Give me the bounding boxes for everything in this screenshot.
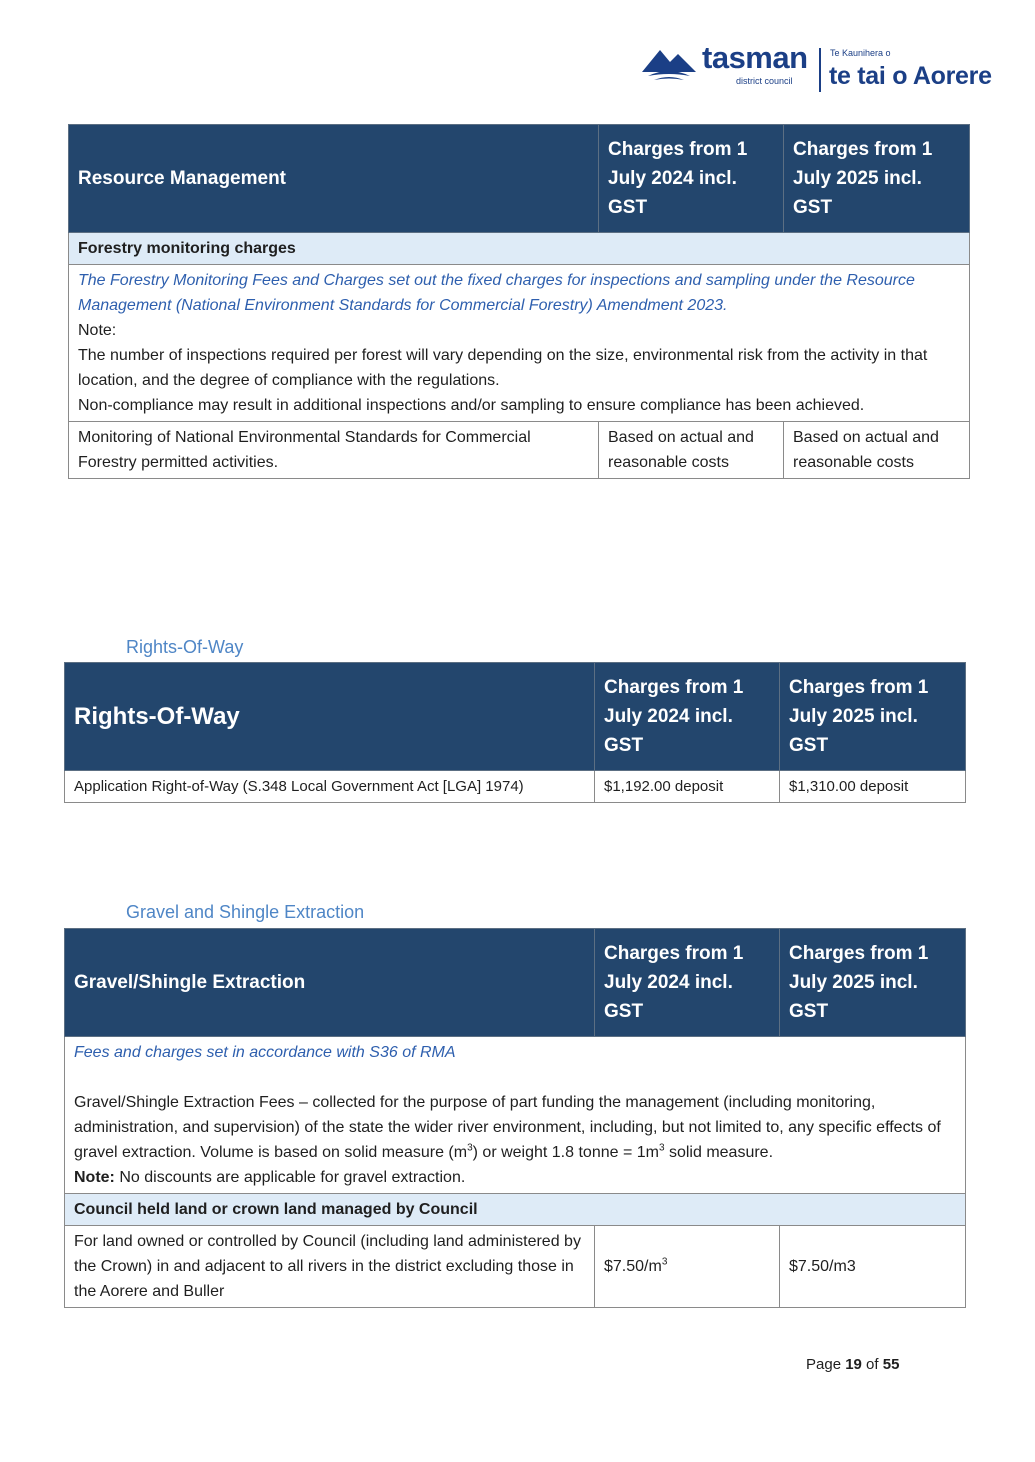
logo-brand: tasman — [702, 40, 808, 75]
row-charge-2025: $1,310.00 deposit — [780, 771, 966, 803]
logo-maori-small: Te Kaunihera o — [830, 48, 891, 58]
council-logo — [640, 40, 1005, 98]
row-item: For land owned or controlled by Council (including land administered by the Crown) in and adjacent to all rivers in the district excluding those in the Aorere and Buller — [65, 1226, 595, 1308]
section-heading-rights-of-way: Rights-Of-Way — [126, 637, 244, 657]
header-charges-2024: Charges from 1 July 2024 incl. GST — [595, 929, 780, 1037]
note-label: Note: — [78, 322, 117, 339]
body-text-mid: ) or weight 1.8 tonne = 1m — [472, 1144, 659, 1161]
note-paragraph-1: The number of inspections required per forest will vary depending on the size, environmental risk from the activity in that location, and the degree of compliance with the regulations. — [78, 347, 928, 389]
gravel-note — [74, 1165, 956, 1190]
page-current: 19 — [845, 1356, 862, 1373]
header-charges-2024: Charges from 1 July 2024 incl. GST — [599, 125, 784, 233]
charge-2024-text: $7.50/m — [604, 1258, 662, 1275]
row-item: Monitoring of National Environmental Standards for Commercial Forestry permitted activities. — [69, 422, 599, 479]
table-row — [65, 1226, 966, 1308]
gravel-description: Fees and charges set in accordance with S36 of RMA — [74, 1044, 456, 1061]
note-label: Note: — [74, 1169, 115, 1186]
body-text-post: solid measure. — [664, 1144, 774, 1161]
table-header-row — [65, 929, 966, 1037]
gravel-extraction-table — [64, 928, 966, 1308]
description-row — [69, 265, 970, 422]
header-title: Rights-Of-Way — [65, 663, 595, 771]
table-row — [69, 422, 970, 479]
header-title: Gravel/Shingle Extraction — [65, 929, 595, 1037]
header-charges-2025: Charges from 1 July 2025 incl. GST — [780, 663, 966, 771]
spacer — [74, 1065, 956, 1090]
subheader-forestry: Forestry monitoring charges — [69, 233, 970, 265]
page-middle: of — [861, 1356, 883, 1373]
forestry-description: The Forestry Monitoring Fees and Charges set out the fixed charges for inspections and sampling under the Resource Management (National Environment Standards for Commercial Forestry) Amendment 2023. — [78, 272, 915, 314]
row-item: Application Right-of-Way (S.348 Local Government Act [LGA] 1974) — [65, 771, 595, 803]
table-header-row — [65, 663, 966, 771]
logo-maori-name: te tai o Aorere — [829, 62, 992, 90]
subheader-row — [65, 1194, 966, 1226]
description-cell — [65, 1037, 966, 1194]
row-charge-2025: Based on actual and reasonable costs — [784, 422, 970, 479]
row-charge-2024: Based on actual and reasonable costs — [599, 422, 784, 479]
logo-divider — [819, 48, 821, 92]
note-paragraph-2: Non-compliance may result in additional inspections and/or sampling to ensure compliance has been achieved. — [78, 397, 865, 414]
charge-2024-superscript: 3 — [661, 1256, 668, 1268]
row-charge-2025: $7.50/m3 — [780, 1226, 966, 1308]
header-charges-2025: Charges from 1 July 2025 incl. GST — [784, 125, 970, 233]
row-charge-2024: $1,192.00 deposit — [595, 771, 780, 803]
page-number — [806, 1356, 899, 1373]
superscript-1: 3 — [467, 1142, 473, 1154]
resource-management-table — [68, 124, 970, 479]
section-heading-gravel: Gravel and Shingle Extraction — [126, 902, 365, 922]
table-row — [65, 771, 966, 803]
body-text-pre: Gravel/Shingle Extraction Fees – collected for the purpose of part funding the management (including monitoring, administration, and supervision) of the state the wider river environment, including, but not limited to, any specific effects of gravel extraction. Volume is based on solid measure (m — [74, 1094, 941, 1161]
page-total: 55 — [882, 1356, 900, 1373]
rights-of-way-table — [64, 662, 966, 803]
description-cell — [69, 265, 970, 422]
header-charges-2025: Charges from 1 July 2025 incl. GST — [780, 929, 966, 1037]
note-text: No discounts are applicable for gravel extraction. — [114, 1169, 466, 1186]
page-prefix: Page — [806, 1356, 846, 1373]
subheader-council-land: Council held land or crown land managed by Council — [65, 1194, 966, 1226]
subheader-row — [69, 233, 970, 265]
mountain-logo-icon — [640, 42, 698, 82]
gravel-body — [74, 1090, 956, 1165]
superscript-2: 3 — [658, 1142, 665, 1154]
table-header-row — [69, 125, 970, 233]
header-charges-2024: Charges from 1 July 2024 incl. GST — [595, 663, 780, 771]
row-charge-2024 — [595, 1226, 780, 1308]
description-row — [65, 1037, 966, 1194]
logo-subtitle: district council — [736, 76, 793, 86]
header-title: Resource Management — [69, 125, 599, 233]
